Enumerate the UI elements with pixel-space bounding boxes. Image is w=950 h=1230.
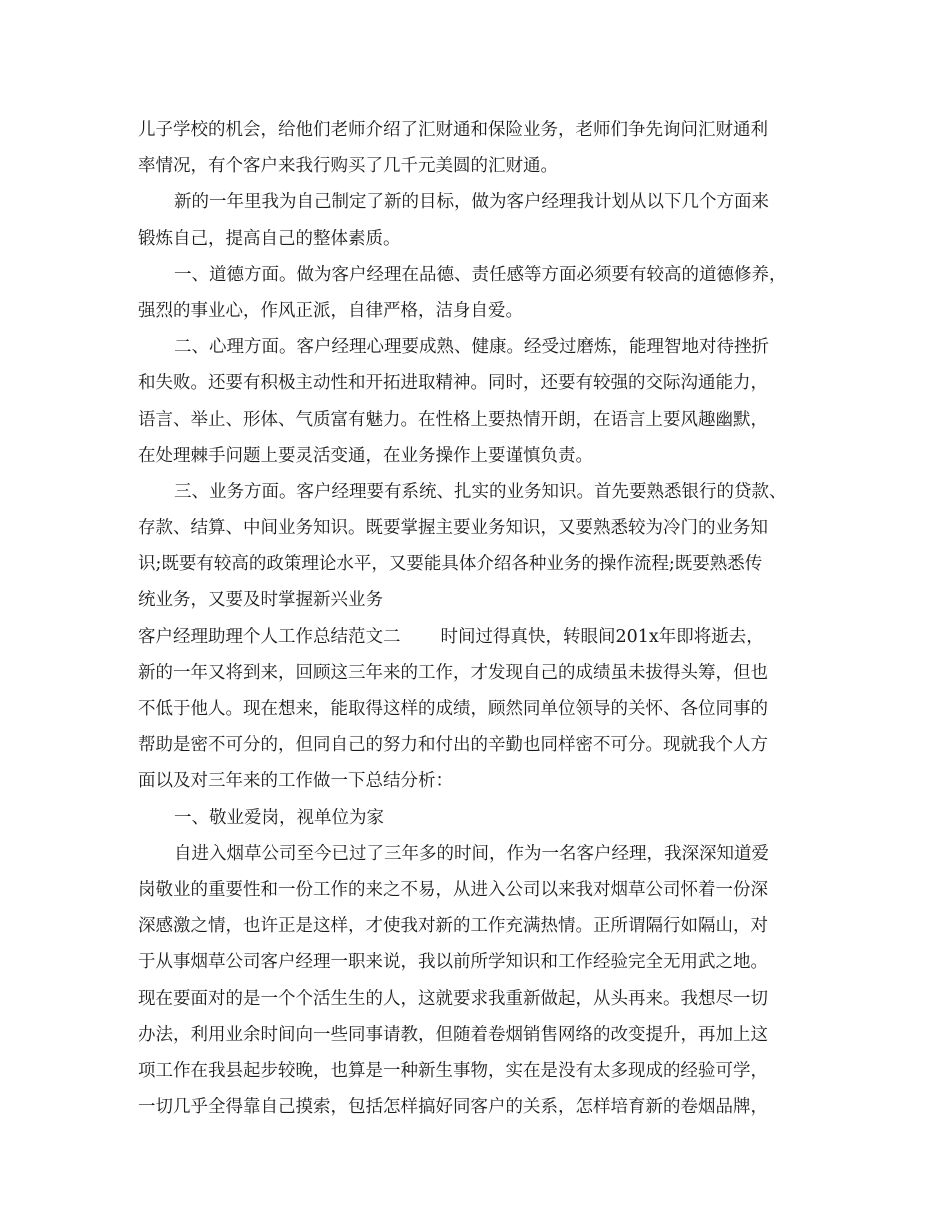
text-line: 存款、结算、中间业务知识。既要掌握主要业务知识，又要熟悉较为冷门的业务知	[138, 518, 768, 539]
text-line: 率情况，有个客户来我行购买了几千元美圆的汇财通。	[138, 156, 558, 177]
text-line: 一切几乎全得靠自己摸索，包括怎样搞好同客户的关系，怎样培育新的卷烟品牌，	[138, 1097, 768, 1118]
text-line: 强烈的事业心，作风正派，自律严格，洁身自爱。	[138, 300, 523, 321]
text-line: 新的一年又将到来，回顾这三年来的工作，才发现自己的成绩虽未拔得头筹，但也	[138, 662, 768, 683]
section-intro: 时间过得真快，转眼间201x年即将逝去，	[440, 626, 764, 647]
text-line: 和失败。还要有积极主动性和开拓进取精神。同时，还要有较强的交际沟通能力，	[138, 373, 768, 394]
text-line: 深感激之情，也许正是这样，才使我对新的工作充满热情。正所谓隔行如隔山，对	[138, 916, 768, 937]
text-line: 办法，利用业余时间向一些同事请教，但随着卷烟销售网络的改变提升，再加上这	[138, 1024, 768, 1045]
subheading-line: 一、敬业爱岗，视单位为家	[174, 807, 384, 828]
text-line: 于从事烟草公司客户经理一职来说，我以前所学知识和工作经验完全无用武之地。	[138, 952, 768, 973]
text-line: 在处理棘手问题上要灵活变通，在业务操作上要谨慎负责。	[138, 445, 593, 466]
text-line: 儿子学校的机会，给他们老师介绍了汇财通和保险业务，老师们争先询问汇财通利	[138, 120, 768, 140]
text-line: 不低于他人。现在想来，能取得这样的成绩，顾然同单位领导的关怀、各位同事的	[138, 699, 768, 719]
paragraph-start-line: 二、心理方面。客户经理心理要成熟、健康。经受过磨炼，能理智地对待挫折	[174, 337, 769, 358]
text-line: 统业务，又要及时掌握新兴业务	[138, 590, 383, 611]
section-heading-line	[138, 619, 828, 655]
section-title: 客户经理助理个人工作总结范文二	[138, 626, 401, 647]
paragraph-start-line: 新的一年里我为自己制定了新的目标，做为客户经理我计划从以下几个方面来	[174, 192, 769, 213]
paragraph-start-line: 三、业务方面。客户经理要有系统、扎实的业务知识。首先要熟悉银行的贷款、	[174, 481, 787, 502]
text-line: 识;既要有较高的政策理论水平，又要能具体介绍各种业务的操作流程;既要熟悉传	[138, 554, 763, 575]
paragraph-start-line: 一、道德方面。做为客户经理在品德、责任感等方面必须要有较高的道德修养，	[174, 264, 787, 285]
text-line: 语言、举止、形体、气质富有魅力。在性格上要热情开朗，在语言上要风趣幽默，	[138, 409, 768, 430]
text-line: 锻炼自己，提高自己的整体素质。	[138, 228, 401, 249]
text-line: 项工作在我县起步较晚，也算是一种新生事物，实在是没有太多现成的经验可学，	[138, 1060, 768, 1081]
text-line: 帮助是密不可分的，但同自己的努力和付出的辛勤也同样密不可分。现就我个人方	[138, 735, 768, 756]
text-line: 现在要面对的是一个个活生生的人，这就要求我重新做起，从头再来。我想尽一切	[138, 988, 768, 1009]
paragraph-start-line: 自进入烟草公司至今已过了三年多的时间，作为一名客户经理，我深深知道爱	[174, 843, 769, 864]
document-body	[138, 112, 828, 1125]
text-line: 岗敬业的重要性和一份工作的来之不易，从进入公司以来我对烟草公司怀着一份深	[138, 879, 768, 900]
text-line: 面以及对三年来的工作做一下总结分析：	[138, 771, 453, 792]
